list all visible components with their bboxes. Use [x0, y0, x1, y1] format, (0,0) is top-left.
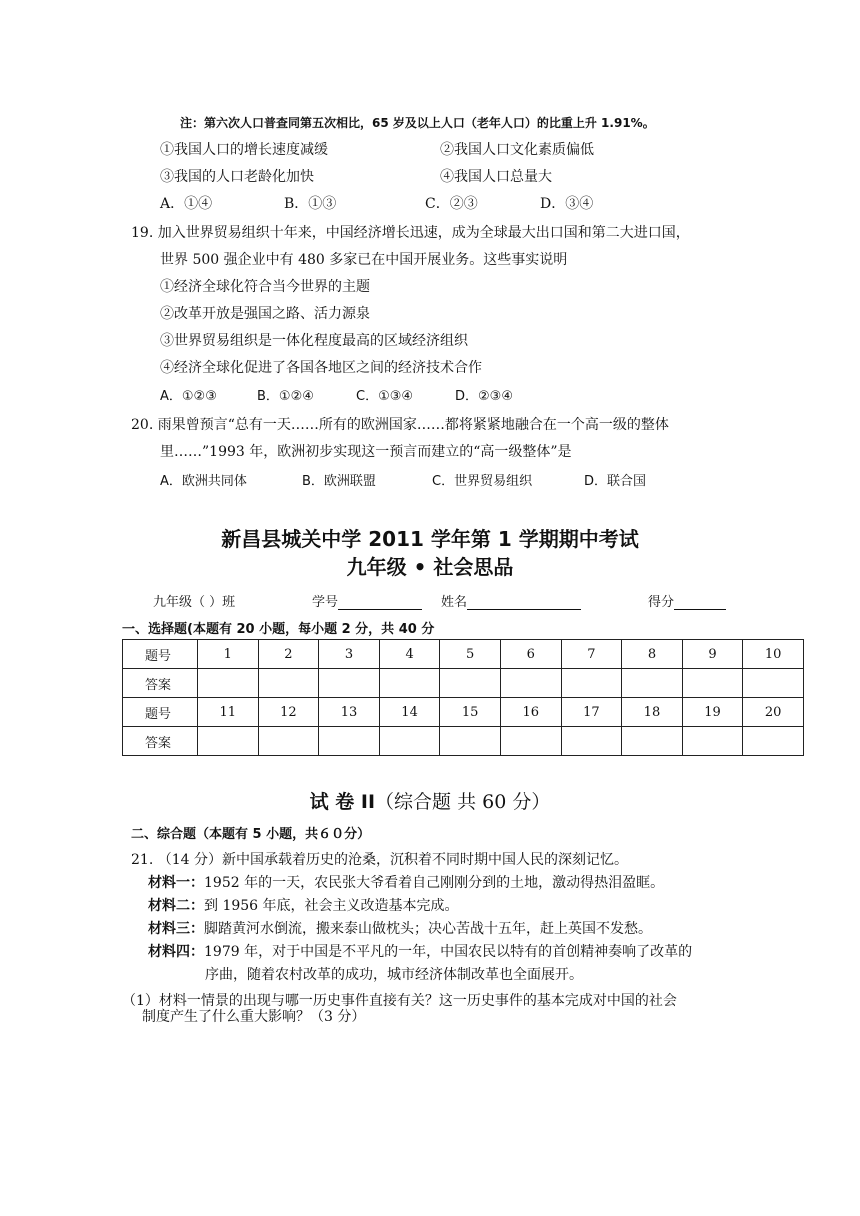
answer-cell[interactable] — [379, 669, 440, 698]
exam-subtitle: 九年级 • 社会思品 — [346, 555, 514, 579]
question-number: 8 — [622, 640, 683, 669]
student-id-blank[interactable] — [338, 595, 422, 610]
question-number: 16 — [500, 698, 561, 727]
section-1-heading: 一、选择题(本题有 20 小题，每小题 2 分，共 40 分 — [122, 622, 435, 637]
question-number: 19 — [682, 698, 743, 727]
q20-choice-a: A．欧洲共同体 — [160, 474, 247, 489]
q18-choice-a: A．①④ — [160, 196, 213, 212]
answer-cell[interactable] — [561, 669, 622, 698]
answer-cell[interactable] — [319, 727, 380, 756]
score-field — [648, 591, 726, 610]
q18-choice-d: D．③④ — [540, 196, 594, 212]
question-number: 10 — [743, 640, 804, 669]
q18-option-1: ①我国人口的增长速度减缓 — [160, 142, 328, 158]
question-number: 18 — [622, 698, 683, 727]
answer-cell[interactable] — [622, 669, 683, 698]
answer-cell[interactable] — [319, 669, 380, 698]
question-number: 4 — [379, 640, 440, 669]
q18-option-4: ④我国人口总量大 — [440, 169, 552, 185]
material-label: 材料三： — [148, 921, 204, 937]
question-number: 5 — [440, 640, 501, 669]
answer-cell[interactable] — [258, 669, 319, 698]
q21-material-1 — [148, 872, 664, 892]
q18-choice-c: C．②③ — [425, 196, 478, 212]
q19-option-2: ②改革开放是强国之路、活力源泉 — [160, 306, 370, 322]
q20-choice-b: B．欧洲联盟 — [302, 474, 376, 489]
score-blank[interactable] — [674, 595, 726, 610]
answer-cell[interactable] — [258, 727, 319, 756]
q19-stem-line-2: 世界 500 强企业中有 480 多家已在中国开展业务。这些事实说明 — [160, 252, 568, 268]
material-text: 1979 年，对于中国是不平凡的一年，中国农民以特有的首创精神奏响了改革的 — [204, 944, 693, 960]
row-label-answer: 答案 — [123, 669, 198, 698]
answer-table — [122, 639, 804, 756]
material-label: 材料二： — [148, 898, 204, 914]
q19-option-4: ④经济全球化促进了各国各地区之间的经济技术合作 — [160, 360, 482, 376]
question-number: 9 — [682, 640, 743, 669]
student-id-label: 学号 — [312, 595, 339, 610]
material-label: 材料一： — [148, 875, 204, 891]
paper-2-prefix: 试 卷 II — [309, 791, 376, 813]
answer-cell[interactable] — [743, 669, 804, 698]
question-number: 2 — [258, 640, 319, 669]
answer-cell[interactable] — [743, 727, 804, 756]
question-number: 12 — [258, 698, 319, 727]
q21-sub-question-1-line-1: （1）材料一情景的出现与哪一历史事件直接有关？这一历史事件的基本完成对中国的社会 — [122, 993, 677, 1009]
q21-sub-question-1-line-2: 制度产生了什么重大影响？（3 分） — [142, 1009, 366, 1025]
q21-material-4 — [148, 941, 692, 961]
q19-choice-a: A．①②③ — [160, 389, 217, 404]
question-number: 3 — [319, 640, 380, 669]
q19-option-3: ③世界贸易组织是一体化程度最高的区域经济组织 — [160, 333, 468, 349]
q21-intro: 21. （14 分）新中国承载着历史的沧桑，沉积着不同时期中国人民的深刻记忆。 — [131, 852, 628, 868]
q19-choice-c: C．①③④ — [356, 389, 414, 404]
answer-cell[interactable] — [622, 727, 683, 756]
q20-choice-d: D．联合国 — [584, 474, 647, 489]
student-name-field — [441, 591, 581, 610]
table-row — [123, 669, 804, 698]
question-number: 15 — [440, 698, 501, 727]
q21-material-3 — [148, 918, 652, 938]
q19-stem-line-1: 19. 加入世界贸易组织十年来，中国经济增长迅速，成为全球最大出口国和第二大进口国， — [131, 225, 690, 241]
question-number: 6 — [500, 640, 561, 669]
q18-choice-b: B．①③ — [284, 196, 337, 212]
section-2-heading: 二、综合题（本题有 5 小题，共６０分） — [131, 827, 371, 842]
student-id-field — [312, 591, 422, 610]
material-text: 1952 年的一天，农民张大爷看着自己刚刚分到的土地，激动得热泪盈眶。 — [204, 875, 665, 891]
q18-option-2: ②我国人口文化素质偏低 — [440, 142, 594, 158]
row-label-answer: 答案 — [123, 727, 198, 756]
table-row — [123, 640, 804, 669]
q21-material-4-continued: 序曲，随着农村改革的成功，城市经济体制改革也全面展开。 — [205, 967, 583, 983]
answer-cell[interactable] — [198, 669, 259, 698]
question-number: 17 — [561, 698, 622, 727]
paper-2-suffix: （综合题 共 60 分） — [375, 791, 551, 813]
answer-cell[interactable] — [682, 727, 743, 756]
paper-2-heading — [0, 787, 860, 814]
question-number: 13 — [319, 698, 380, 727]
q20-stem-line-1: 20. 雨果曾预言“总有一天……所有的欧洲国家……都将紧紧地融合在一个高一级的整体 — [131, 417, 669, 433]
question-number: 20 — [743, 698, 804, 727]
material-text: 到 1956 年底，社会主义改造基本完成。 — [204, 898, 459, 914]
table-row — [123, 727, 804, 756]
question-number: 1 — [198, 640, 259, 669]
question-number: 14 — [379, 698, 440, 727]
q19-choice-d: D．②③④ — [455, 389, 513, 404]
material-label: 材料四： — [148, 944, 204, 960]
answer-cell[interactable] — [198, 727, 259, 756]
answer-cell[interactable] — [379, 727, 440, 756]
answer-cell[interactable] — [682, 669, 743, 698]
q21-material-2 — [148, 895, 459, 915]
q18-option-3: ③我国的人口老龄化加快 — [160, 169, 314, 185]
row-label-number: 题号 — [123, 698, 198, 727]
answer-cell[interactable] — [561, 727, 622, 756]
population-note: 注：第六次人口普查同第五次相比，65 岁及以上人口（老年人口）的比重上升 1.91%。 — [180, 116, 655, 130]
table-row — [123, 698, 804, 727]
student-name-blank[interactable] — [467, 595, 581, 610]
question-number: 11 — [198, 698, 259, 727]
material-text: 脚踏黄河水倒流，搬来泰山做枕头；决心苦战十五年，赶上英国不发愁。 — [204, 921, 652, 937]
q19-option-1: ①经济全球化符合当今世界的主题 — [160, 279, 370, 295]
q20-stem-line-2: 里……”1993 年，欧洲初步实现这一预言而建立的“高一级整体”是 — [160, 444, 572, 460]
student-name-label: 姓名 — [441, 595, 468, 610]
score-label: 得分 — [648, 595, 675, 610]
class-label: 九年级（ ）班 — [153, 595, 236, 610]
row-label-number: 题号 — [123, 640, 198, 669]
q20-choice-c: C．世界贸易组织 — [432, 474, 533, 489]
answer-cell[interactable] — [500, 669, 561, 698]
q19-choice-b: B．①②④ — [257, 389, 314, 404]
answer-cell[interactable] — [500, 727, 561, 756]
exam-title: 新昌县城关中学 2011 学年第 1 学期期中考试 — [221, 527, 639, 551]
answer-cell[interactable] — [440, 669, 501, 698]
answer-cell[interactable] — [440, 727, 501, 756]
question-number: 7 — [561, 640, 622, 669]
